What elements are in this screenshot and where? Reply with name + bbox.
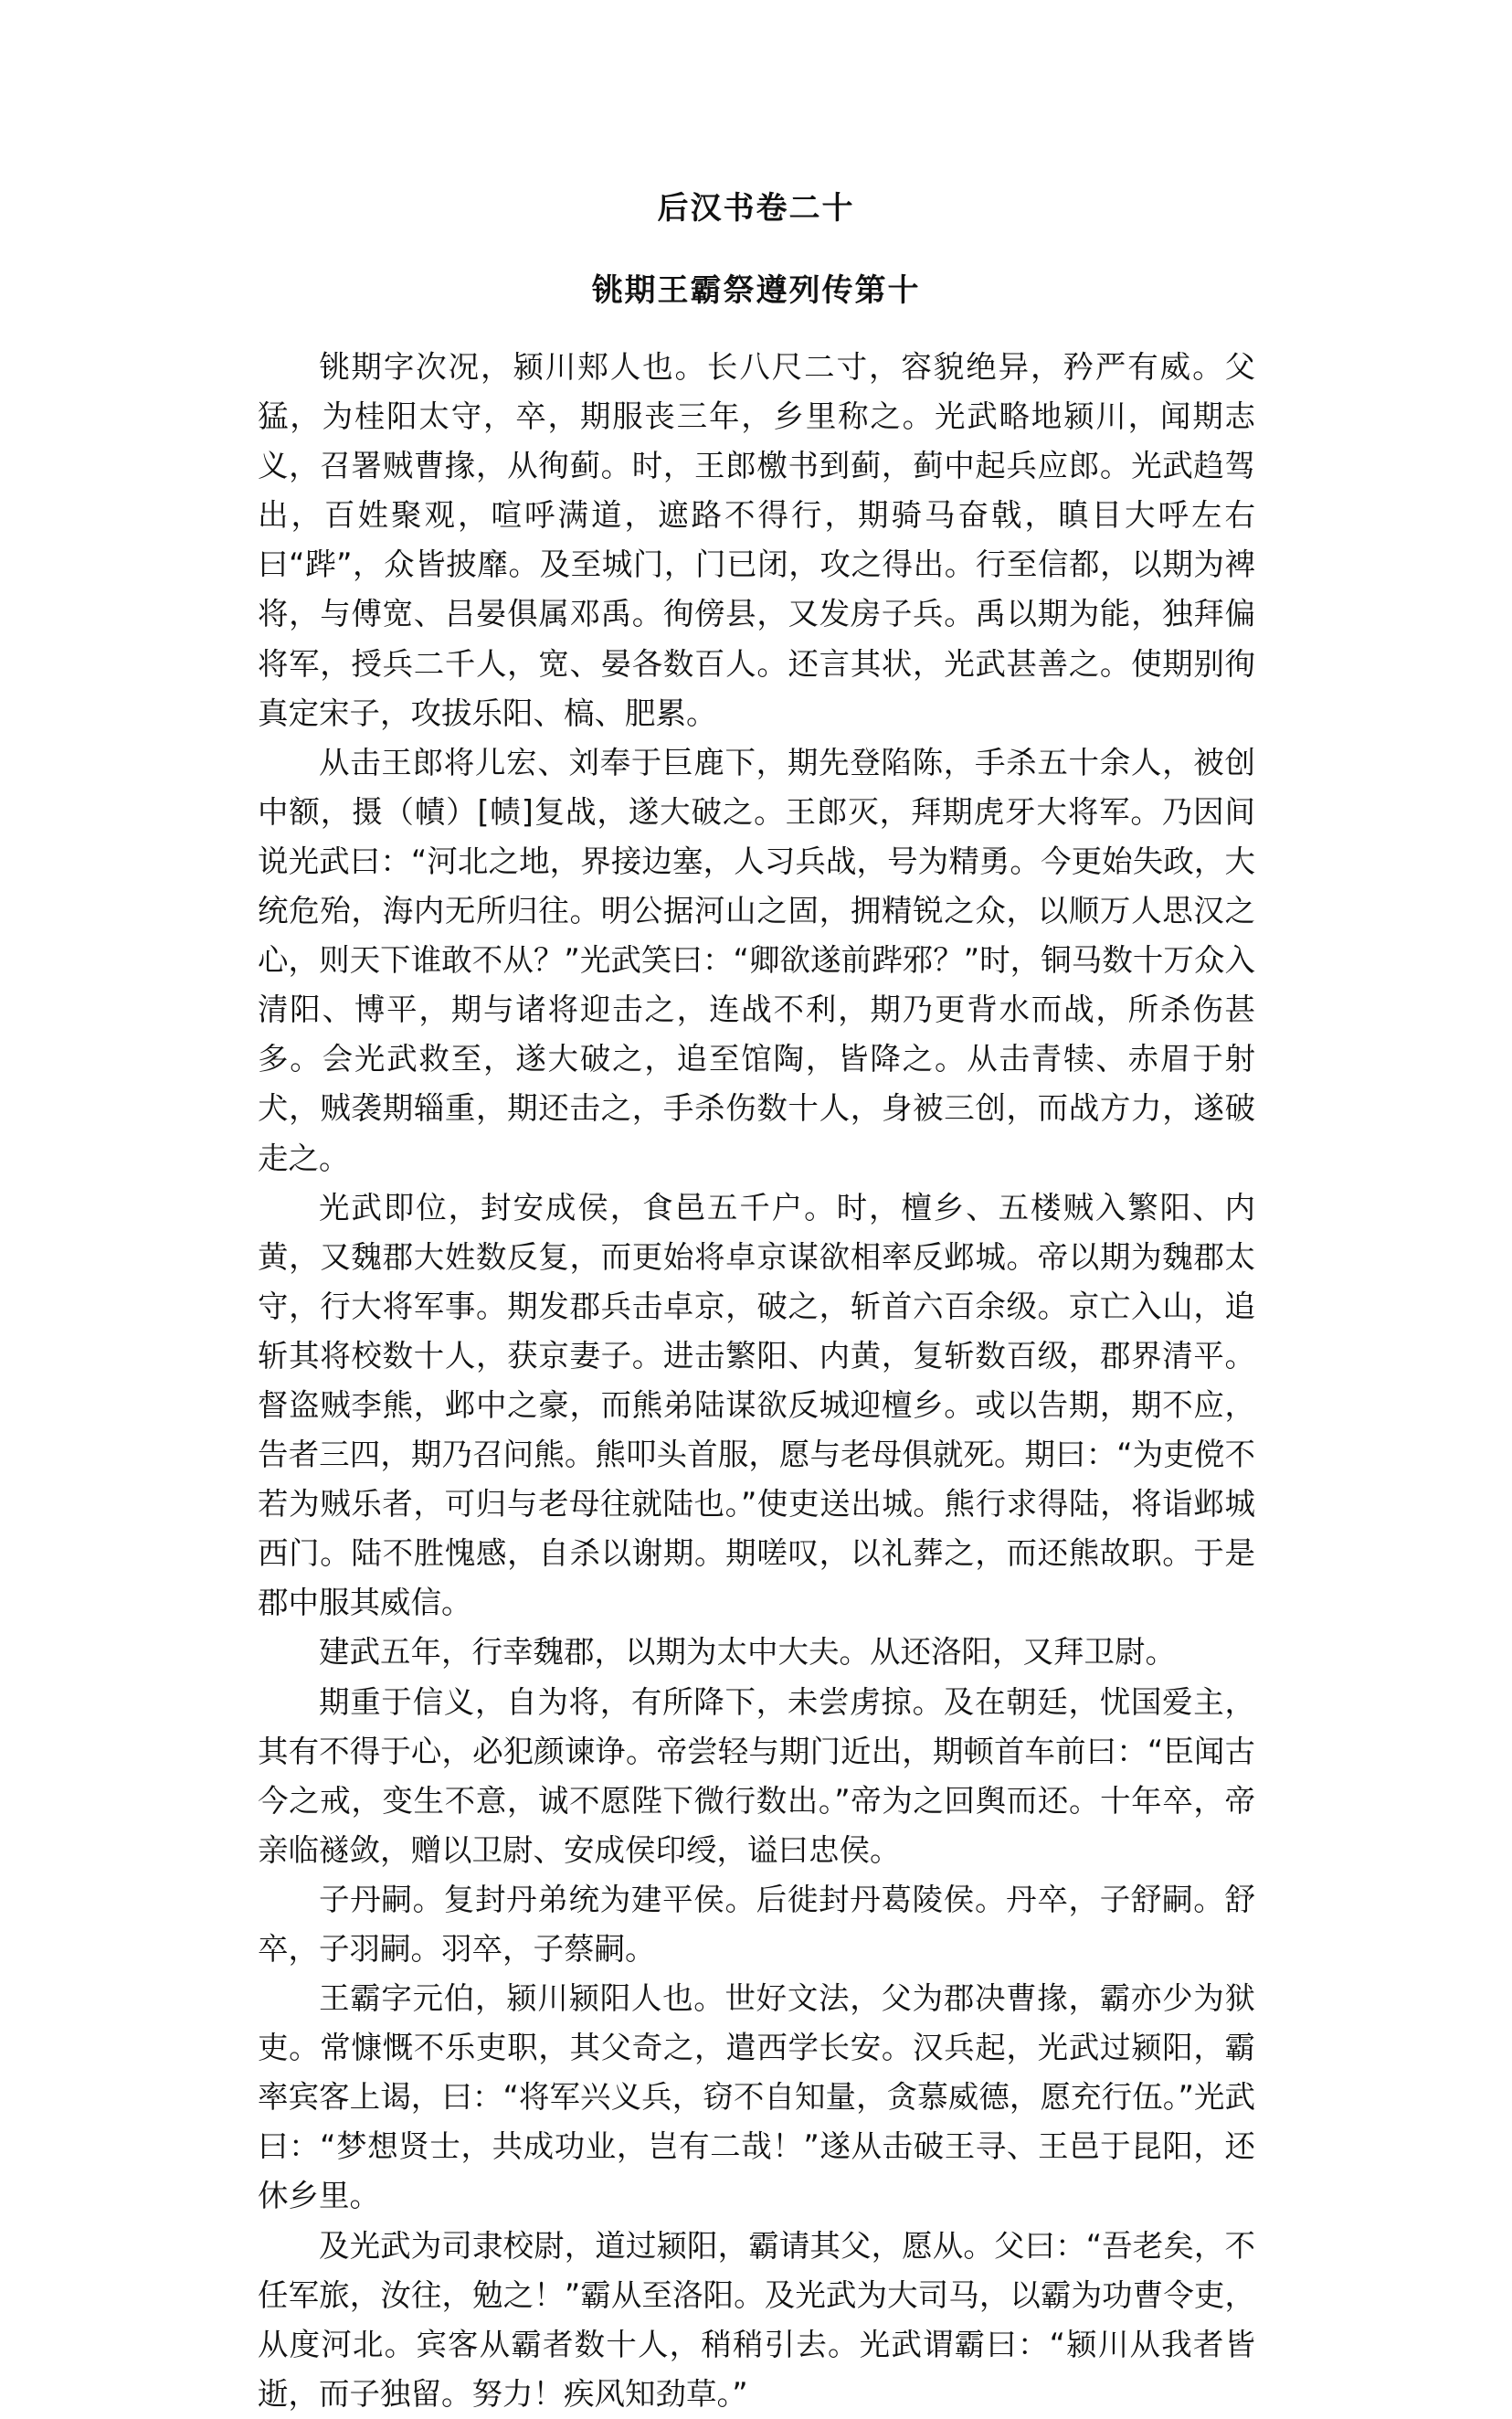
paragraph: 建武五年，行幸魏郡，以期为太中大夫。从还洛阳，又拜卫尉。 bbox=[319, 1634, 1176, 1671]
paragraph: 王霸字元伯，颍川颍阳人也。世好文法，父为郡决曹掾，霸亦少为狱吏。常慷慨不乐吏职，其父奇之，遣西学长安。汉兵起，光武过颍阳，霸率宾客上谒，曰：“将军兴义兵，窃不自知量，贪慕威德，愿充行伍。”光武曰：“梦想贤士，共成功业，岂有二哉！”遂从击破王寻、王邑于昆阳，还休乡里。 bbox=[258, 1980, 1255, 2214]
chapter-title: 铫期王霸祭遵列传第十 bbox=[591, 272, 921, 309]
paragraph: 及光武为司隶校尉，道过颍阳，霸请其父，愿从。父曰：“吾老矣，不任军旅，汝往，勉之！”霸从至洛阳。及光武为大司马，以霸为功曹令吏，从度河北。宾客从霸者数十人，稍稍引去。光武谓霸曰：“颍川从我者皆逝，而子独留。努力！疾风知劲草。” bbox=[258, 2227, 1255, 2412]
paragraph: 光武即位，封安成侯，食邑五千户。时，檀乡、五楼贼入繁阳、内黄，又魏郡大姓数反复，而更始将卓京谋欲相率反邺城。帝以期为魏郡太守，行大将军事。期发郡兵击卓京，破之，斩首六百余级。京亡入山，追斩其将校数十人，获京妻子。进击繁阳、内黄，复斩数百级，郡界清平。督盗贼李熊，邺中之豪，而熊弟陆谋欲反城迎檀乡。或以告期，期不应，告者三四，期乃召问熊。熊叩头首服，愿与老母俱就死。期曰：“为吏傥不若为贼乐者，可归与老母往就陆也。”使吏送出城。熊行求得陆，将诣邺城西门。陆不胜愧感，自杀以谢期。期嗟叹，以礼葬之，而还熊故职。于是郡中服其威信。 bbox=[258, 1189, 1255, 1621]
paragraph: 期重于信义，自为将，有所降下，未尝虏掠。及在朝廷，忧国爱主，其有不得于心，必犯颜谏诤。帝尝轻与期门近出，期顿首车前曰：“臣闻古今之戒，变生不意，诚不愿陛下微行数出。”帝为之回舆而还。十年卒，帝亲临襚敛，赠以卫尉、安成侯印绶，谥曰忠侯。 bbox=[258, 1683, 1255, 1868]
body-text bbox=[258, 343, 1255, 2419]
book-title: 后汉书卷二十 bbox=[657, 190, 855, 227]
paragraph: 子丹嗣。复封丹弟统为建平侯。后徙封丹葛陵侯。丹卒，子舒嗣。舒卒，子羽嗣。羽卒，子蔡嗣。 bbox=[258, 1881, 1255, 1967]
paragraph: 铫期字次况，颍川郏人也。长八尺二寸，容貌绝异，矜严有威。父猛，为桂阳太守，卒，期服丧三年，乡里称之。光武略地颍川，闻期志义，召署贼曹掾，从徇蓟。时，王郎檄书到蓟，蓟中起兵应郎。光武趋驾出，百姓聚观，喧呼满道，遮路不得行，期骑马奋戟，瞋目大呼左右曰“跸”，众皆披靡。及至城门，门已闭，攻之得出。行至信都，以期为裨将，与傅宽、吕晏俱属邓禹。徇傍县，又发房子兵。禹以期为能，独拜偏将军，授兵二千人，宽、晏各数百人。还言其状，光武甚善之。使期别徇真定宋子，攻拔乐阳、槁、肥累。 bbox=[258, 349, 1255, 731]
paragraph: 从击王郎将儿宏、刘奉于巨鹿下，期先登陷陈，手杀五十余人，被创中额，摄（幘）[帻]复战，遂大破之。王郎灭，拜期虎牙大将军。乃因间说光武曰：“河北之地，界接边塞，人习兵战，号为精勇。今更始失政，大统危殆，海内无所归往。明公据河山之固，拥精锐之众，以顺万人思汉之心，则天下谁敢不从？”光武笑曰：“卿欲遂前跸邪？”时，铜马数十万众入清阳、博平，期与诸将迎击之，连战不利，期乃更背水而战，所杀伤甚多。会光武救至，遂大破之，追至馆陶，皆降之。从击青犊、赤眉于射犬，贼袭期辎重，期还击之，手杀伤数十人，身被三创，而战方力，遂破走之。 bbox=[258, 744, 1255, 1176]
